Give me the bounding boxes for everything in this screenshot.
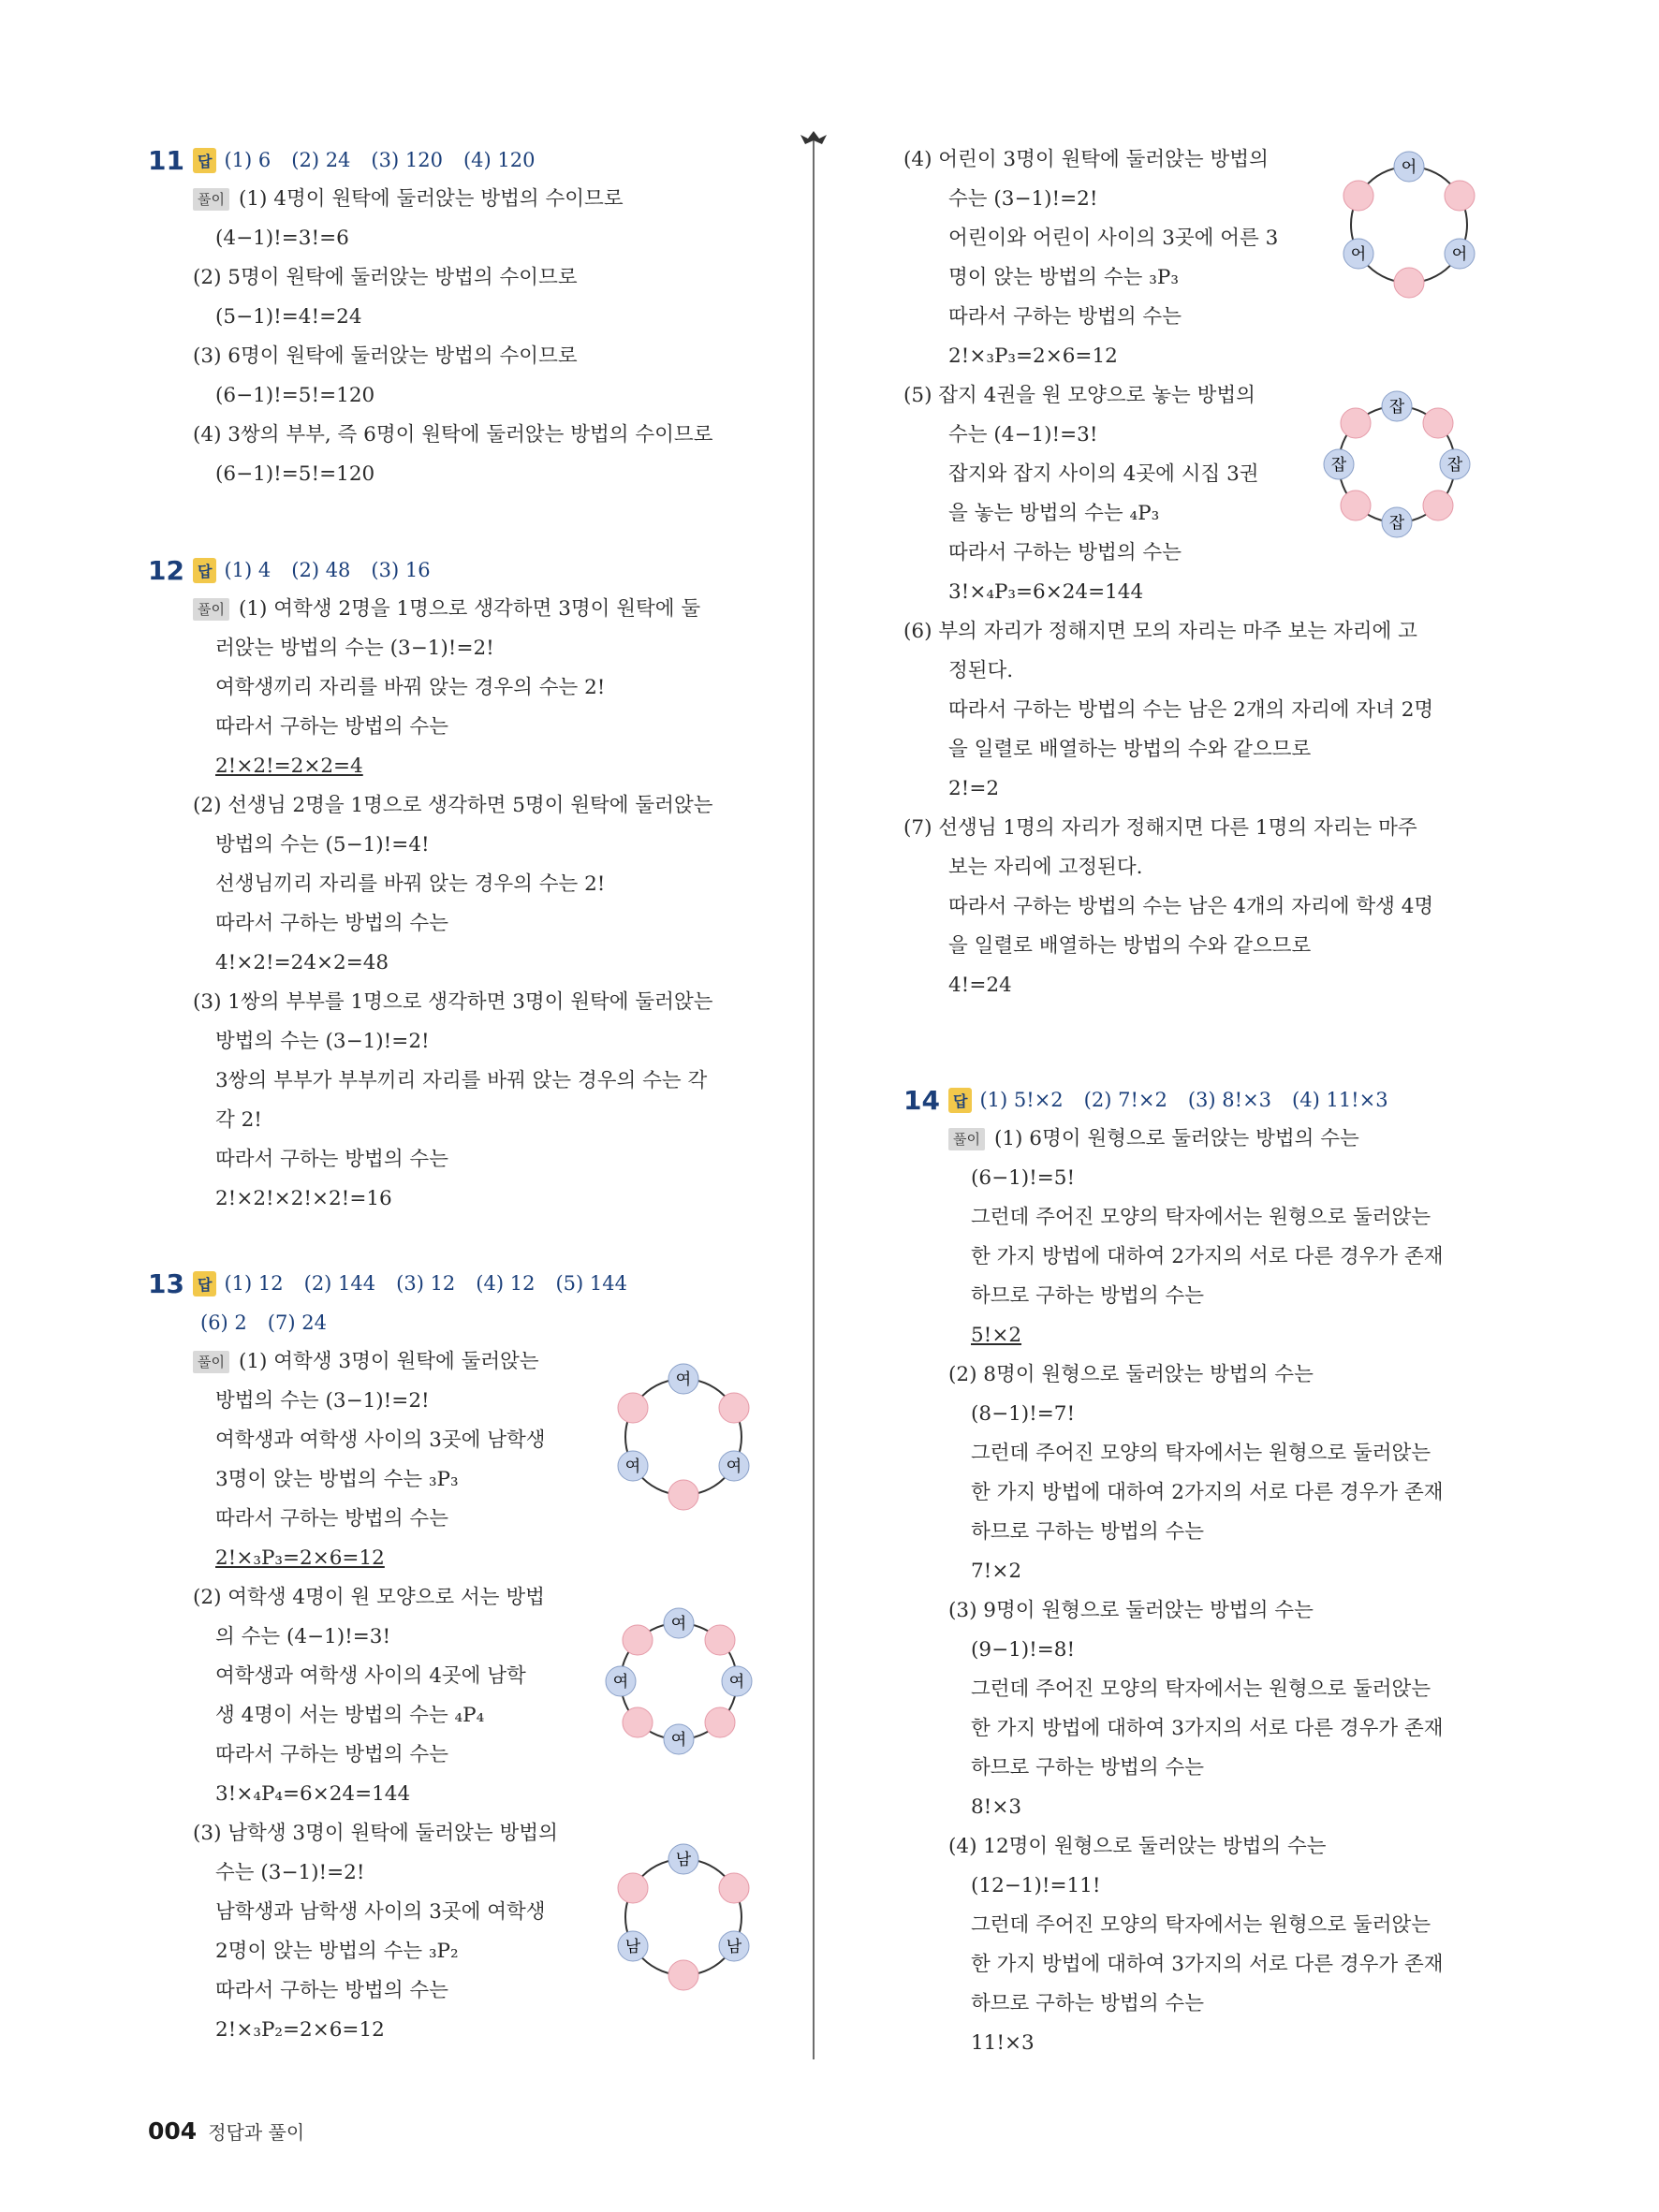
solution-line: 방법의 수는 (3−1)!=2! xyxy=(215,1030,430,1053)
solution-line: 2!×₃P₃=2×6=12 xyxy=(948,344,1118,368)
solution-line: 방법의 수는 (3−1)!=2! xyxy=(215,1389,430,1413)
solution-line: 여학생과 여학생 사이의 3곳에 남학생 xyxy=(215,1428,546,1452)
solution-line: 그런데 주어진 모양의 탁자에서는 원형으로 둘러앉는 xyxy=(971,1913,1431,1937)
solution-line: (3) 9명이 원형으로 둘러앉는 방법의 수는 xyxy=(948,1599,1314,1622)
solution-line: (6) 부의 자리가 정해지면 모의 자리는 마주 보는 자리에 고 xyxy=(903,620,1417,643)
solution-line: 수는 (4−1)!=3! xyxy=(948,423,1098,447)
solution-tag: 풀이 xyxy=(193,598,229,621)
problem-14 xyxy=(903,1080,1484,2063)
seat-label: 남 xyxy=(675,1851,692,1869)
seat-label: 남 xyxy=(726,1938,742,1956)
solution-line: (8−1)!=7! xyxy=(971,1402,1076,1426)
seat-label: 잡 xyxy=(1330,456,1347,475)
solution-line: 4!=24 xyxy=(948,974,1012,997)
solution-line: (3) 남학생 3명이 원탁에 둘러앉는 방법의 xyxy=(193,1822,558,1845)
seat-label: 여 xyxy=(675,1370,692,1389)
solution-line: 2!×₃P₃=2×6=12 xyxy=(215,1546,385,1570)
seat-label: 어 xyxy=(1350,245,1367,264)
solution-line: 7!×2 xyxy=(971,1560,1022,1583)
solution-line: 2!=2 xyxy=(948,777,1000,800)
solution-line: 의 수는 (4−1)!=3! xyxy=(215,1625,391,1648)
solution-line: (5) 잡지 4권을 원 모양으로 놓는 방법의 xyxy=(903,384,1255,407)
answer-item: (3) 120 xyxy=(371,149,443,171)
seat-label: 잡 xyxy=(1388,514,1405,533)
solution-line: 러앉는 방법의 수는 (3−1)!=2! xyxy=(215,637,494,660)
solution-line: 그런데 주어진 모양의 탁자에서는 원형으로 둘러앉는 xyxy=(971,1677,1431,1701)
answer-item: (4) 12 xyxy=(476,1272,536,1295)
solution-line: 한 가지 방법에 대하여 2가지의 서로 다른 경우가 존재 xyxy=(971,1481,1444,1504)
solution-tag: 풀이 xyxy=(948,1128,985,1150)
solution-line: 따라서 구하는 방법의 수는 남은 2개의 자리에 자녀 2명 xyxy=(948,698,1434,722)
answer-item: (6) 2 xyxy=(200,1311,247,1334)
solution-line: (2) 여학생 4명이 원 모양으로 서는 방법 xyxy=(193,1586,545,1609)
answer-item: (2) 48 xyxy=(291,559,351,581)
answer-header-row2 xyxy=(148,1303,756,1342)
solution-line: 풀이 (1) 여학생 3명이 원탁에 둘러앉는 xyxy=(148,1342,756,1382)
seat-label: 여 xyxy=(624,1458,641,1476)
answer-tag: 답 xyxy=(193,558,216,583)
answer-header xyxy=(148,550,756,590)
divider-ornament-icon xyxy=(798,129,830,150)
solution-line: 2!×₃P₂=2×6=12 xyxy=(215,2018,385,2042)
answer-item: (1) 12 xyxy=(224,1272,284,1295)
solution-line: 그런데 주어진 모양의 탁자에서는 원형으로 둘러앉는 xyxy=(971,1206,1431,1229)
solution-line: 명이 앉는 방법의 수는 ₃P₃ xyxy=(948,266,1179,289)
problem-number: 12 xyxy=(148,554,184,586)
page-section-title: 정답과 풀이 xyxy=(208,2121,305,2144)
solution-line: 따라서 구하는 방법의 수는 xyxy=(215,1148,448,1171)
answer-header xyxy=(148,1264,756,1303)
seat-label: 잡 xyxy=(1446,456,1463,475)
solution-line: (7) 선생님 1명의 자리가 정해지면 다른 1명의 자리는 마주 xyxy=(903,816,1417,840)
solution-line: 수는 (3−1)!=2! xyxy=(215,1861,365,1884)
answer-tag: 답 xyxy=(193,148,216,173)
solution-line: 따라서 구하는 방법의 수는 xyxy=(948,541,1182,564)
seat-left xyxy=(618,1451,648,1481)
solution-line: (4) 어린이 3명이 원탁에 둘러앉는 방법의 xyxy=(903,148,1269,171)
solution-line: 을 일렬로 배열하는 방법의 수와 같으므로 xyxy=(948,934,1312,958)
solution-line: 3!×₄P₃=6×24=144 xyxy=(948,580,1144,604)
solution-line: 2!×2!×2!×2!=16 xyxy=(215,1187,392,1210)
column-divider xyxy=(813,140,815,2059)
answer-tag: 답 xyxy=(193,1271,216,1296)
solution-line: 하므로 구하는 방법의 수는 xyxy=(971,1284,1204,1308)
page-footer xyxy=(148,2117,304,2145)
answer-item: (7) 24 xyxy=(267,1311,327,1334)
solution-line: 풀이 (1) 6명이 원형으로 둘러앉는 방법의 수는 xyxy=(903,1120,1484,1159)
problem-12 xyxy=(148,550,756,1219)
solution-line: 각 2! xyxy=(215,1108,262,1132)
seat-top xyxy=(668,1364,698,1394)
solution-line: 따라서 구하는 방법의 수는 xyxy=(215,912,448,935)
answer-item: (1) 6 xyxy=(224,149,272,171)
solution-line: 4!×2!=24×2=48 xyxy=(215,951,389,974)
answer-item: (2) 144 xyxy=(303,1272,376,1295)
solution-line: 수는 (3−1)!=2! xyxy=(948,187,1098,211)
seat-right xyxy=(719,1451,749,1481)
solution-line: 어린이와 어린이 사이의 3곳에 어른 3 xyxy=(948,227,1279,250)
solution-line: 잡지와 잡지 사이의 4곳에 시집 3권 xyxy=(948,462,1259,486)
solution-tag: 풀이 xyxy=(193,188,229,211)
answer-item: (4) 120 xyxy=(462,149,536,171)
solution-line: 따라서 구하는 방법의 수는 xyxy=(215,1507,448,1531)
solution-line: 하므로 구하는 방법의 수는 xyxy=(971,1756,1204,1780)
seat-label: 잡 xyxy=(1388,398,1405,417)
solution-line: (2) 5명이 원탁에 둘러앉는 방법의 수이므로 xyxy=(193,266,578,289)
solution-line: 을 일렬로 배열하는 방법의 수와 같으므로 xyxy=(948,738,1312,761)
round-table-diagram-5 xyxy=(1322,389,1472,539)
answer-tag: 답 xyxy=(948,1088,972,1113)
solution-tag: 풀이 xyxy=(193,1351,229,1373)
solution-line: 따라서 구하는 방법의 수는 남은 4개의 자리에 학생 4명 xyxy=(948,895,1434,918)
answer-header xyxy=(903,1080,1484,1120)
seat-pink xyxy=(719,1393,749,1423)
solution-line: 풀이 (1) 4명이 원탁에 둘러앉는 방법의 수이므로 xyxy=(148,180,756,219)
solution-line: 그런데 주어진 모양의 탁자에서는 원형으로 둘러앉는 xyxy=(971,1442,1431,1465)
seat-label: 어 xyxy=(1451,245,1468,264)
seat-label: 여 xyxy=(726,1458,742,1476)
round-table-diagram-3 xyxy=(609,1842,758,1992)
solution-line: (2) 8명이 원형으로 둘러앉는 방법의 수는 xyxy=(948,1363,1314,1386)
solution-line: 선생님끼리 자리를 바꿔 앉는 경우의 수는 2! xyxy=(215,872,606,896)
solution-line: 여학생과 여학생 사이의 4곳에 남학 xyxy=(215,1664,526,1688)
solution-line: 을 놓는 방법의 수는 ₄P₃ xyxy=(948,502,1160,525)
answer-header xyxy=(148,140,756,180)
seat-label: 여 xyxy=(670,1731,687,1750)
solution-line: 따라서 구하는 방법의 수는 xyxy=(215,1743,448,1766)
seat-label: 여 xyxy=(670,1615,687,1633)
answer-item: (3) 8!×3 xyxy=(1187,1089,1272,1111)
solution-line: (4) 3쌍의 부부, 즉 6명이 원탁에 둘러앉는 방법의 수이므로 xyxy=(193,423,713,447)
answer-item: (3) 12 xyxy=(396,1272,456,1295)
solution-line: 하므로 구하는 방법의 수는 xyxy=(971,1520,1204,1544)
round-table-diagram-4 xyxy=(1334,150,1484,300)
problem-number: 11 xyxy=(148,144,184,176)
solution-line: (6−1)!=5!=120 xyxy=(215,462,375,486)
answer-item: (4) 11!×3 xyxy=(1292,1089,1388,1111)
seat-pink xyxy=(668,1480,698,1510)
solution-line: (12−1)!=11! xyxy=(971,1874,1101,1897)
solution-line: (4) 12명이 원형으로 둘러앉는 방법의 수는 xyxy=(948,1835,1327,1858)
problem-11 xyxy=(148,140,756,494)
solution-line: 여학생끼리 자리를 바꿔 앉는 경우의 수는 2! xyxy=(215,676,606,699)
page-number: 004 xyxy=(148,2117,198,2145)
answer-item: (1) 4 xyxy=(224,559,272,581)
solution-line: 한 가지 방법에 대하여 3가지의 서로 다른 경우가 존재 xyxy=(971,1717,1444,1740)
solution-line: 따라서 구하는 방법의 수는 xyxy=(215,715,448,739)
solution-line: 따라서 구하는 방법의 수는 xyxy=(215,1979,448,2002)
solution-line: (9−1)!=8! xyxy=(971,1638,1076,1662)
solution-line: 3명이 앉는 방법의 수는 ₃P₃ xyxy=(215,1468,459,1491)
seat-pink xyxy=(618,1393,648,1423)
seat-label: 어 xyxy=(1401,158,1417,177)
solution-line: (5−1)!=4!=24 xyxy=(215,305,362,329)
seat-label: 여 xyxy=(612,1673,629,1692)
answer-item: (1) 5!×2 xyxy=(979,1089,1064,1111)
solution-line: 한 가지 방법에 대하여 2가지의 서로 다른 경우가 존재 xyxy=(971,1245,1444,1268)
solution-line: (2) 선생님 2명을 1명으로 생각하면 5명이 원탁에 둘러앉는 xyxy=(193,794,713,817)
solution-line: (3) 1쌍의 부부를 1명으로 생각하면 3명이 원탁에 둘러앉는 xyxy=(193,990,713,1014)
problem-number: 14 xyxy=(903,1084,940,1116)
seat-label: 남 xyxy=(624,1938,641,1956)
solution-line: 8!×3 xyxy=(971,1795,1022,1819)
solution-line: 생 4명이 서는 방법의 수는 ₄P₄ xyxy=(215,1704,485,1727)
solution-line: 정된다. xyxy=(948,659,1014,682)
solution-line: (6−1)!=5! xyxy=(971,1166,1076,1190)
solution-line: 풀이 (1) 여학생 2명을 1명으로 생각하면 3명이 원탁에 둘 xyxy=(148,590,756,629)
solution-line: 방법의 수는 (5−1)!=4! xyxy=(215,833,430,857)
round-table-diagram-2 xyxy=(604,1606,754,1756)
solution-line: 2명이 앉는 방법의 수는 ₃P₂ xyxy=(215,1940,459,1963)
round-table-diagram-1 xyxy=(609,1362,758,1512)
answer-item: (2) 24 xyxy=(291,149,351,171)
solution-line: 한 가지 방법에 대하여 3가지의 서로 다른 경우가 존재 xyxy=(971,1953,1444,1976)
seat-label: 여 xyxy=(728,1673,745,1692)
solution-line: (4−1)!=3!=6 xyxy=(215,227,349,250)
solution-line: 따라서 구하는 방법의 수는 xyxy=(948,305,1182,329)
solution-line: 보는 자리에 고정된다. xyxy=(948,856,1143,879)
solution-line: 3!×₄P₄=6×24=144 xyxy=(215,1782,411,1806)
solution-line: 2!×2!=2×2=4 xyxy=(215,754,363,778)
solution-line: 11!×3 xyxy=(971,2031,1035,2055)
answer-item: (5) 144 xyxy=(555,1272,627,1295)
answer-item: (3) 16 xyxy=(371,559,431,581)
solution-line: (6−1)!=5!=120 xyxy=(215,384,375,407)
problem-number: 13 xyxy=(148,1267,184,1299)
solution-line: (3) 6명이 원탁에 둘러앉는 방법의 수이므로 xyxy=(193,344,578,368)
solution-line: 3쌍의 부부가 부부끼리 자리를 바꿔 앉는 경우의 수는 각 xyxy=(215,1069,708,1092)
solution-line: 남학생과 남학생 사이의 3곳에 여학생 xyxy=(215,1900,546,1924)
solution-line: 하므로 구하는 방법의 수는 xyxy=(971,1992,1204,2015)
solution-line: 5!×2 xyxy=(971,1324,1022,1347)
answer-item: (2) 7!×2 xyxy=(1083,1089,1167,1111)
